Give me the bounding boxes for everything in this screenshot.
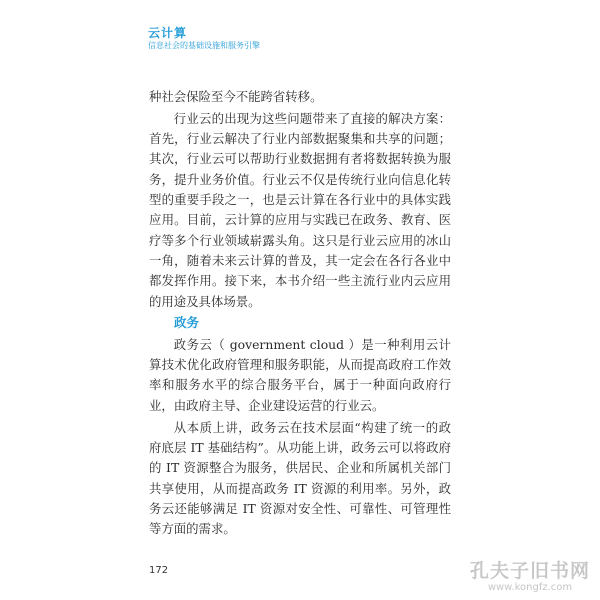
page-body xyxy=(149,87,451,539)
book-title: 云计算 xyxy=(148,26,188,40)
paragraph-government-cloud-essence: 从本质上讲，政务云在技术层面“构建了统一的政府底层 IT 基础结构”。从功能上讲，政务云可以将政府的 IT 资源整合为服务，供居民、企业和所属机关部门共享使用，从而提高政务 IT 资源的利用率。另外，政务云还能够满足 IT 资源对安全性、可靠性、可管理性等方面的需求。 xyxy=(149,419,451,537)
watermark-url: www.kongfz.com xyxy=(487,582,573,593)
running-header xyxy=(148,26,260,51)
paragraph-government-cloud-definition: 政务云（ government cloud ）是一种利用云计算技术优化政府管理和服务职能，从而提高政府工作效率和服务水平的综合服务平台，属于一种面向政府行业，由政府主导、企业建设运营的行业云。 xyxy=(149,336,451,413)
page-number: 172 xyxy=(149,565,169,576)
paragraph-continued: 种社会保险至今不能跨省转移。 xyxy=(149,89,323,104)
section-heading-government: 政务 xyxy=(174,314,200,330)
book-subtitle: 信息社会的基础设施和服务引擎 xyxy=(148,41,260,50)
watermark-logo-text: 孔夫子旧书网 xyxy=(469,560,590,582)
paragraph-industry-cloud: 行业云的出现为这些问题带来了直接的解决方案：首先，行业云解决了行业内部数据聚集和共享的问题；其次，行业云可以帮助行业数据拥有者将数据转换为服务，提升业务价值。行业云不仅是传统行业向信息化转型的重要手段之一，也是云计算在各行业中的具体实践应用。目前，云计算的应用与实践已在政务、教育、医疗等多个行业领域崭露头角。这只是行业云应用的冰山一角，随着未来云计算的普及，其一定会在各行各业中都发挥作用。接下来，本书介绍一些主流行业内云应用的用途及具体场景。 xyxy=(149,110,451,309)
watermark xyxy=(470,560,590,594)
